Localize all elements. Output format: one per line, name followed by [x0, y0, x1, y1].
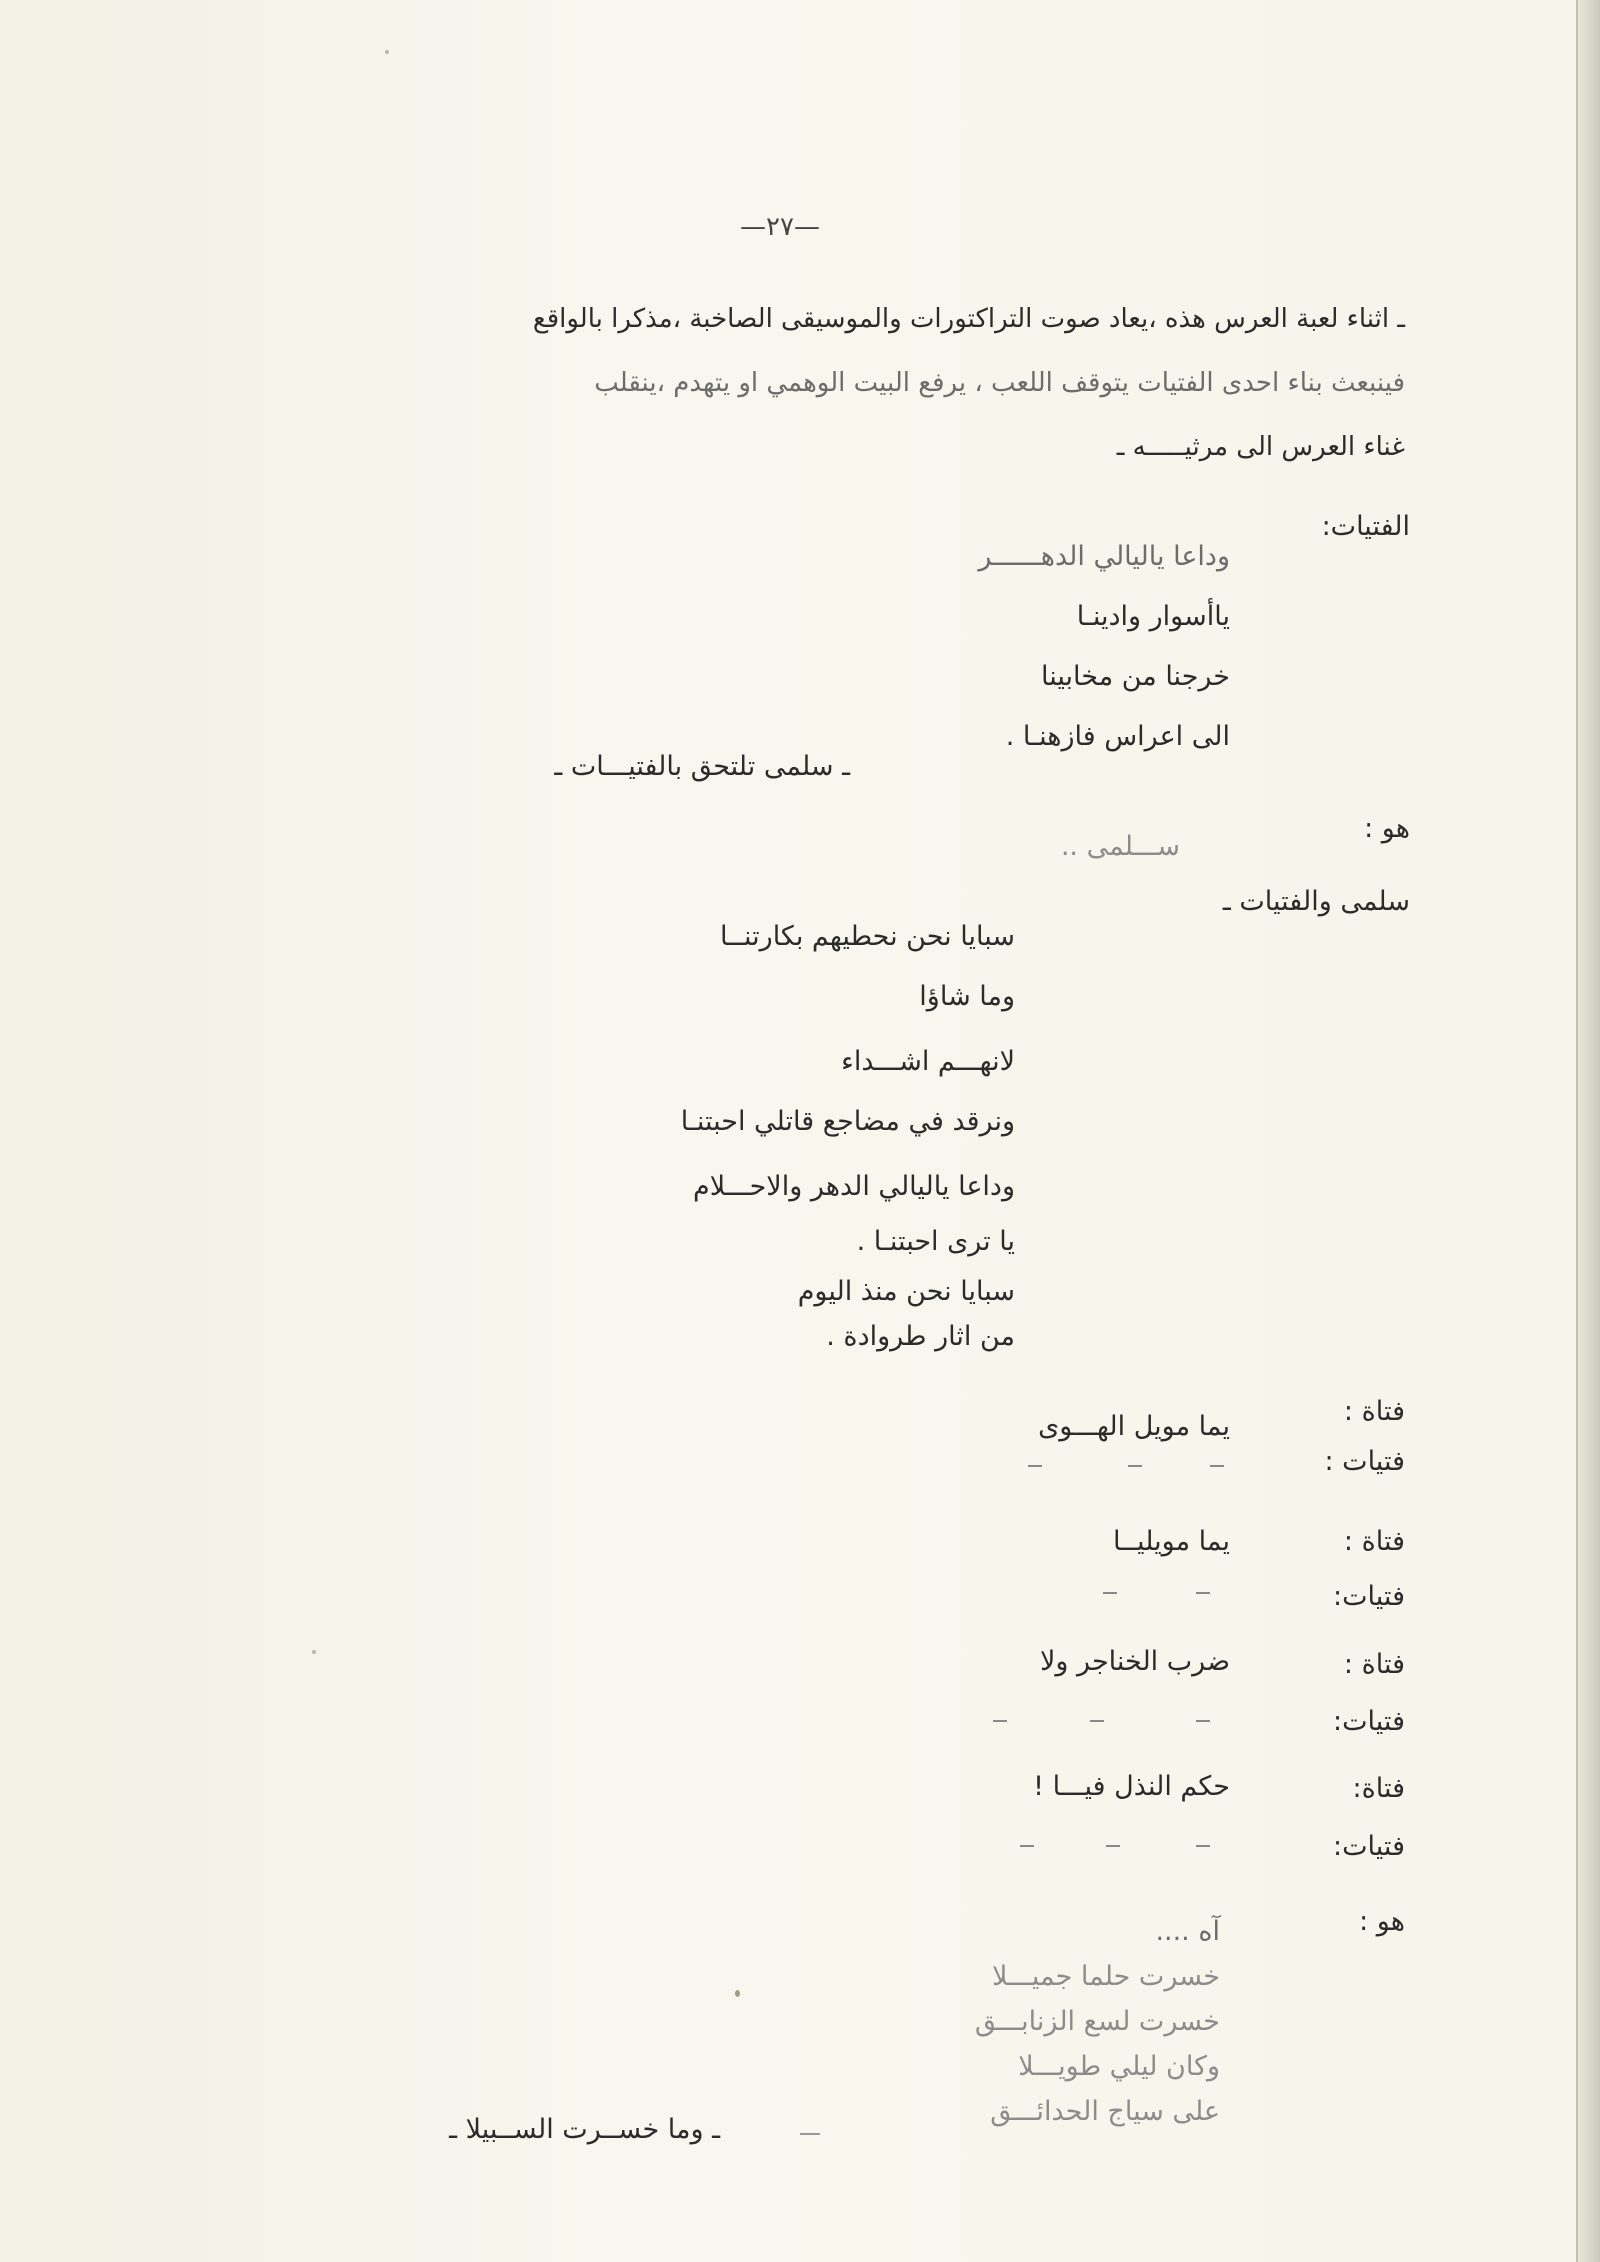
dash-mark	[1210, 1465, 1224, 1467]
dash-mark	[1106, 1845, 1120, 1847]
dash-mark	[1196, 1720, 1210, 1722]
verse-line: سبايا نحن منذ اليوم	[797, 1276, 1015, 1307]
verse-line: من اثار طروادة .	[826, 1321, 1015, 1352]
verse-line: ونرقد في مضاجع قاتلي احبتنـا	[680, 1106, 1015, 1137]
dash-mark	[1196, 1845, 1210, 1847]
verse-line: وداعا ياليالي الدهــــــر	[978, 541, 1230, 572]
speck	[385, 50, 389, 54]
verse-line: يا ترى احبتنـا .	[856, 1226, 1015, 1257]
dash-mark	[1020, 1845, 1034, 1847]
speaker-label: فتيات:	[1333, 1831, 1405, 1862]
dash-mark	[1090, 1720, 1104, 1722]
intro-line-2: فينبعث بناء احدى الفتيات يتوقف اللعب ، يرفع البيت الوهمي او يتهدم ،ينقلب	[594, 368, 1405, 398]
verse-line: ســـلمى ..	[1060, 831, 1180, 862]
dash-mark	[993, 1720, 1007, 1722]
dialogue-line: يما مويل الهـــوى	[1038, 1411, 1230, 1442]
speaker-label: فتاة:	[1352, 1773, 1405, 1804]
dash-mark	[800, 2133, 820, 2135]
speck	[312, 1650, 316, 1654]
verse-line: سبايا نحن نحطيهم بكارتنــا	[719, 921, 1015, 952]
intro-line-3: غناء العرس الى مرثيـــــه ـ	[1116, 432, 1405, 462]
dash-mark	[1028, 1465, 1042, 1467]
speaker-label: هو :	[1364, 813, 1410, 844]
dash-mark	[1196, 1592, 1210, 1594]
speaker-label: هو :	[1359, 1906, 1405, 1937]
speaker-label: الفتيات:	[1321, 511, 1410, 542]
speaker-label: فتاة :	[1343, 1396, 1405, 1427]
verse-line: خرجنا من مخابينا	[1041, 661, 1230, 692]
dialogue-line: ضرب الخناجر ولا	[1040, 1646, 1230, 1677]
intro-line-1: ـ اثناء لعبة العرس هذه ،يعاد صوت التراكتورات والموسيقى الصاخبة ،مذكرا بالواقع	[532, 304, 1405, 334]
verse-line: خسرت لسع الزنابـــق	[974, 2006, 1220, 2037]
speaker-label: فتيات:	[1333, 1706, 1405, 1737]
verse-line: خسرت حلما جميـــلا	[991, 1961, 1220, 1992]
dialogue-line: حكم النذل فيـــا !	[1033, 1771, 1230, 1802]
page-number: —٢٧—	[740, 212, 820, 242]
verse-line: آه ....	[1155, 1916, 1220, 1947]
speaker-label: فتيات :	[1324, 1446, 1405, 1477]
speaker-label: سلمى والفتيات ـ	[1222, 886, 1410, 917]
verse-line: على سياج الحدائـــق	[990, 2096, 1220, 2127]
speck	[735, 1990, 740, 1997]
speaker-label: فتاة :	[1343, 1649, 1405, 1680]
dash-mark	[1103, 1592, 1117, 1594]
stage-direction: ـ سلمى تلتحق بالفتيـــات ـ	[554, 751, 850, 782]
verse-line: وما شاؤا	[919, 981, 1015, 1012]
dash-mark	[1128, 1465, 1142, 1467]
verse-line: وكان ليلي طويـــلا	[1018, 2051, 1220, 2082]
page-edge	[1576, 0, 1600, 2262]
closing-line: ـ وما خســرت الســبيلا ـ	[449, 2114, 720, 2145]
verse-line: الى اعراس فازهنـا .	[1005, 721, 1230, 752]
speaker-label: فتاة :	[1343, 1526, 1405, 1557]
verse-line: لانهـــم اشـــداء	[841, 1046, 1015, 1077]
verse-line: وداعا ياليالي الدهر والاحـــلام	[693, 1171, 1015, 1202]
verse-line: ياأسوار وادينـا	[1076, 601, 1230, 632]
speaker-label: فتيات:	[1333, 1581, 1405, 1612]
dialogue-line: يما مويليــا	[1113, 1526, 1230, 1557]
